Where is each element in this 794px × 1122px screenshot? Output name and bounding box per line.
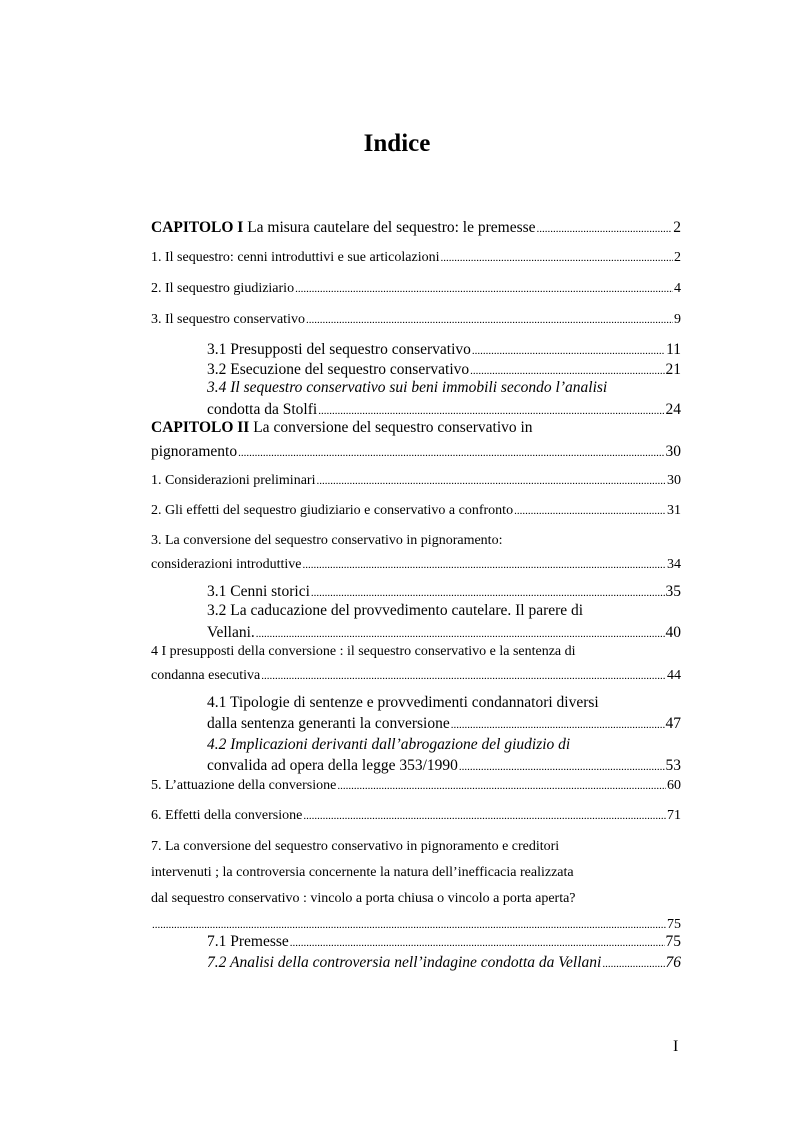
entry-title-line: 4.1 Tipologie di sentenze e provvedimenti condannatori diversi (207, 694, 599, 711)
page-ref: 30 (667, 473, 681, 488)
dot-leader (316, 469, 666, 493)
dot-leader (451, 713, 665, 736)
toc-entry-ii-5[interactable] (151, 774, 681, 798)
entry-title: convalida ad opera della legge 353/1990 (207, 757, 458, 774)
dot-leader (602, 951, 664, 976)
toc-entry-ii-3[interactable] (151, 529, 681, 577)
page-ref: 34 (667, 557, 681, 572)
entry-title-line: 3. La conversione del sequestro conservativo in pignoramento: (151, 533, 503, 548)
page-ref: 31 (667, 503, 681, 518)
entry-title: Vellani. (207, 624, 255, 641)
page-ref: 2 (674, 250, 681, 265)
entry-title: 7.1 Premesse (207, 933, 289, 950)
entry-title: La misura cautelare del sequestro: le premesse (243, 219, 536, 236)
dot-leader (440, 246, 673, 270)
entry-title: 6. Effetti della conversione (151, 808, 303, 823)
dot-leader (295, 277, 673, 301)
toc-entry-ii-6[interactable] (151, 804, 681, 828)
toc-entry-ii-7-2[interactable] (207, 951, 681, 976)
entry-title: 3.2 Esecuzione del sequestro conservativo (207, 361, 470, 378)
page-ref: 44 (667, 668, 681, 683)
entry-title: 3.1 Presupposti del sequestro conservativo (207, 341, 471, 358)
toc-entry-ii-1[interactable] (151, 469, 681, 493)
dot-leader (302, 553, 666, 577)
entry-title: 1. Il sequestro: cenni introduttivi e sue articolazioni (151, 250, 440, 265)
toc-entry-ii-3-2[interactable] (207, 600, 681, 645)
page-ref: 75 (665, 933, 681, 950)
page-ref: 35 (665, 583, 681, 600)
toc-entry-ii-7[interactable] (151, 834, 681, 938)
dot-leader (514, 499, 666, 523)
toc-entry-capitolo-2[interactable] (151, 416, 681, 465)
page-ref: 53 (665, 757, 681, 774)
entry-title: condanna esecutiva (151, 668, 261, 683)
entry-title-line: 4.2 Implicazioni derivanti dall’abrogazione del giudizio di (207, 736, 571, 753)
entry-title-line: 3.4 Il sequestro conservativo sui beni immobili secondo l’analisi (207, 379, 608, 396)
page-ref: 2 (673, 219, 681, 236)
dot-leader (238, 440, 664, 465)
entry-title: condotta da Stolfi (207, 401, 318, 418)
chapter-label: CAPITOLO I (151, 219, 244, 236)
entry-title: 3.1 Cenni storici (207, 583, 310, 600)
entry-title: 7.2 Analisi della controversia nell’indagine condotta da Vellani (207, 954, 602, 971)
toc-entry-3[interactable] (151, 308, 681, 332)
page-ref: 11 (666, 341, 681, 358)
page-ref: 75 (667, 917, 681, 932)
dot-leader (303, 804, 666, 828)
page-title: Indice (363, 130, 431, 157)
page-ref: 24 (665, 401, 681, 418)
entry-title-line: dal sequestro conservativo : vincolo a porta chiusa o vincolo a porta aperta? (151, 891, 576, 906)
entry-title-line: 7. La conversione del sequestro conservativo in pignoramento e creditori (151, 839, 560, 854)
toc-entry-ii-4-1[interactable] (207, 692, 681, 736)
toc-entry-1[interactable] (151, 246, 681, 270)
dot-leader (337, 774, 666, 798)
page-ref: 47 (665, 715, 681, 732)
entry-title: dalla sentenza generanti la conversione (207, 715, 450, 732)
page-ref: 40 (665, 624, 681, 641)
entry-title: 5. L’attuazione della conversione (151, 778, 337, 793)
entry-title-line: La conversione del sequestro conservativo in (249, 419, 533, 436)
page-ref: 60 (667, 778, 681, 793)
dot-leader (537, 216, 673, 241)
entry-title: 2. Gli effetti del sequestro giudiziario e conservativo a confronto (151, 503, 514, 518)
page-ref: 4 (674, 281, 681, 296)
page-ref: 71 (667, 808, 681, 823)
toc-entry-ii-2[interactable] (151, 499, 681, 523)
entry-title: pignoramento (151, 443, 238, 460)
page-ref: 30 (665, 443, 681, 460)
dot-leader (306, 308, 673, 332)
entry-title: 2. Il sequestro giudiziario (151, 281, 295, 296)
toc-entry-2[interactable] (151, 277, 681, 301)
entry-title-line: intervenuti ; la controversia concernente la natura dell’inefficacia realizzata (151, 865, 574, 880)
toc-entry-capitolo-1[interactable] (151, 216, 681, 241)
entry-title-line: 4 I presupposti della conversione : il sequestro conservativo e la sentenza di (151, 644, 576, 659)
entry-title: 3. Il sequestro conservativo (151, 312, 305, 327)
page-number: I (673, 1038, 679, 1055)
toc-entry-ii-4[interactable] (151, 640, 681, 688)
entry-title: 1. Considerazioni preliminari (151, 473, 316, 488)
page-ref: 9 (674, 312, 681, 327)
chapter-label: CAPITOLO II (151, 419, 250, 436)
dot-leader (261, 664, 666, 688)
toc-entry-ii-4-2[interactable] (207, 734, 681, 778)
page-ref: 76 (665, 954, 681, 971)
page-ref: 21 (665, 361, 681, 378)
entry-title-line: 3.2 La caducazione del provvedimento cautelare. Il parere di (207, 602, 584, 619)
entry-title: considerazioni introduttive (151, 557, 302, 572)
